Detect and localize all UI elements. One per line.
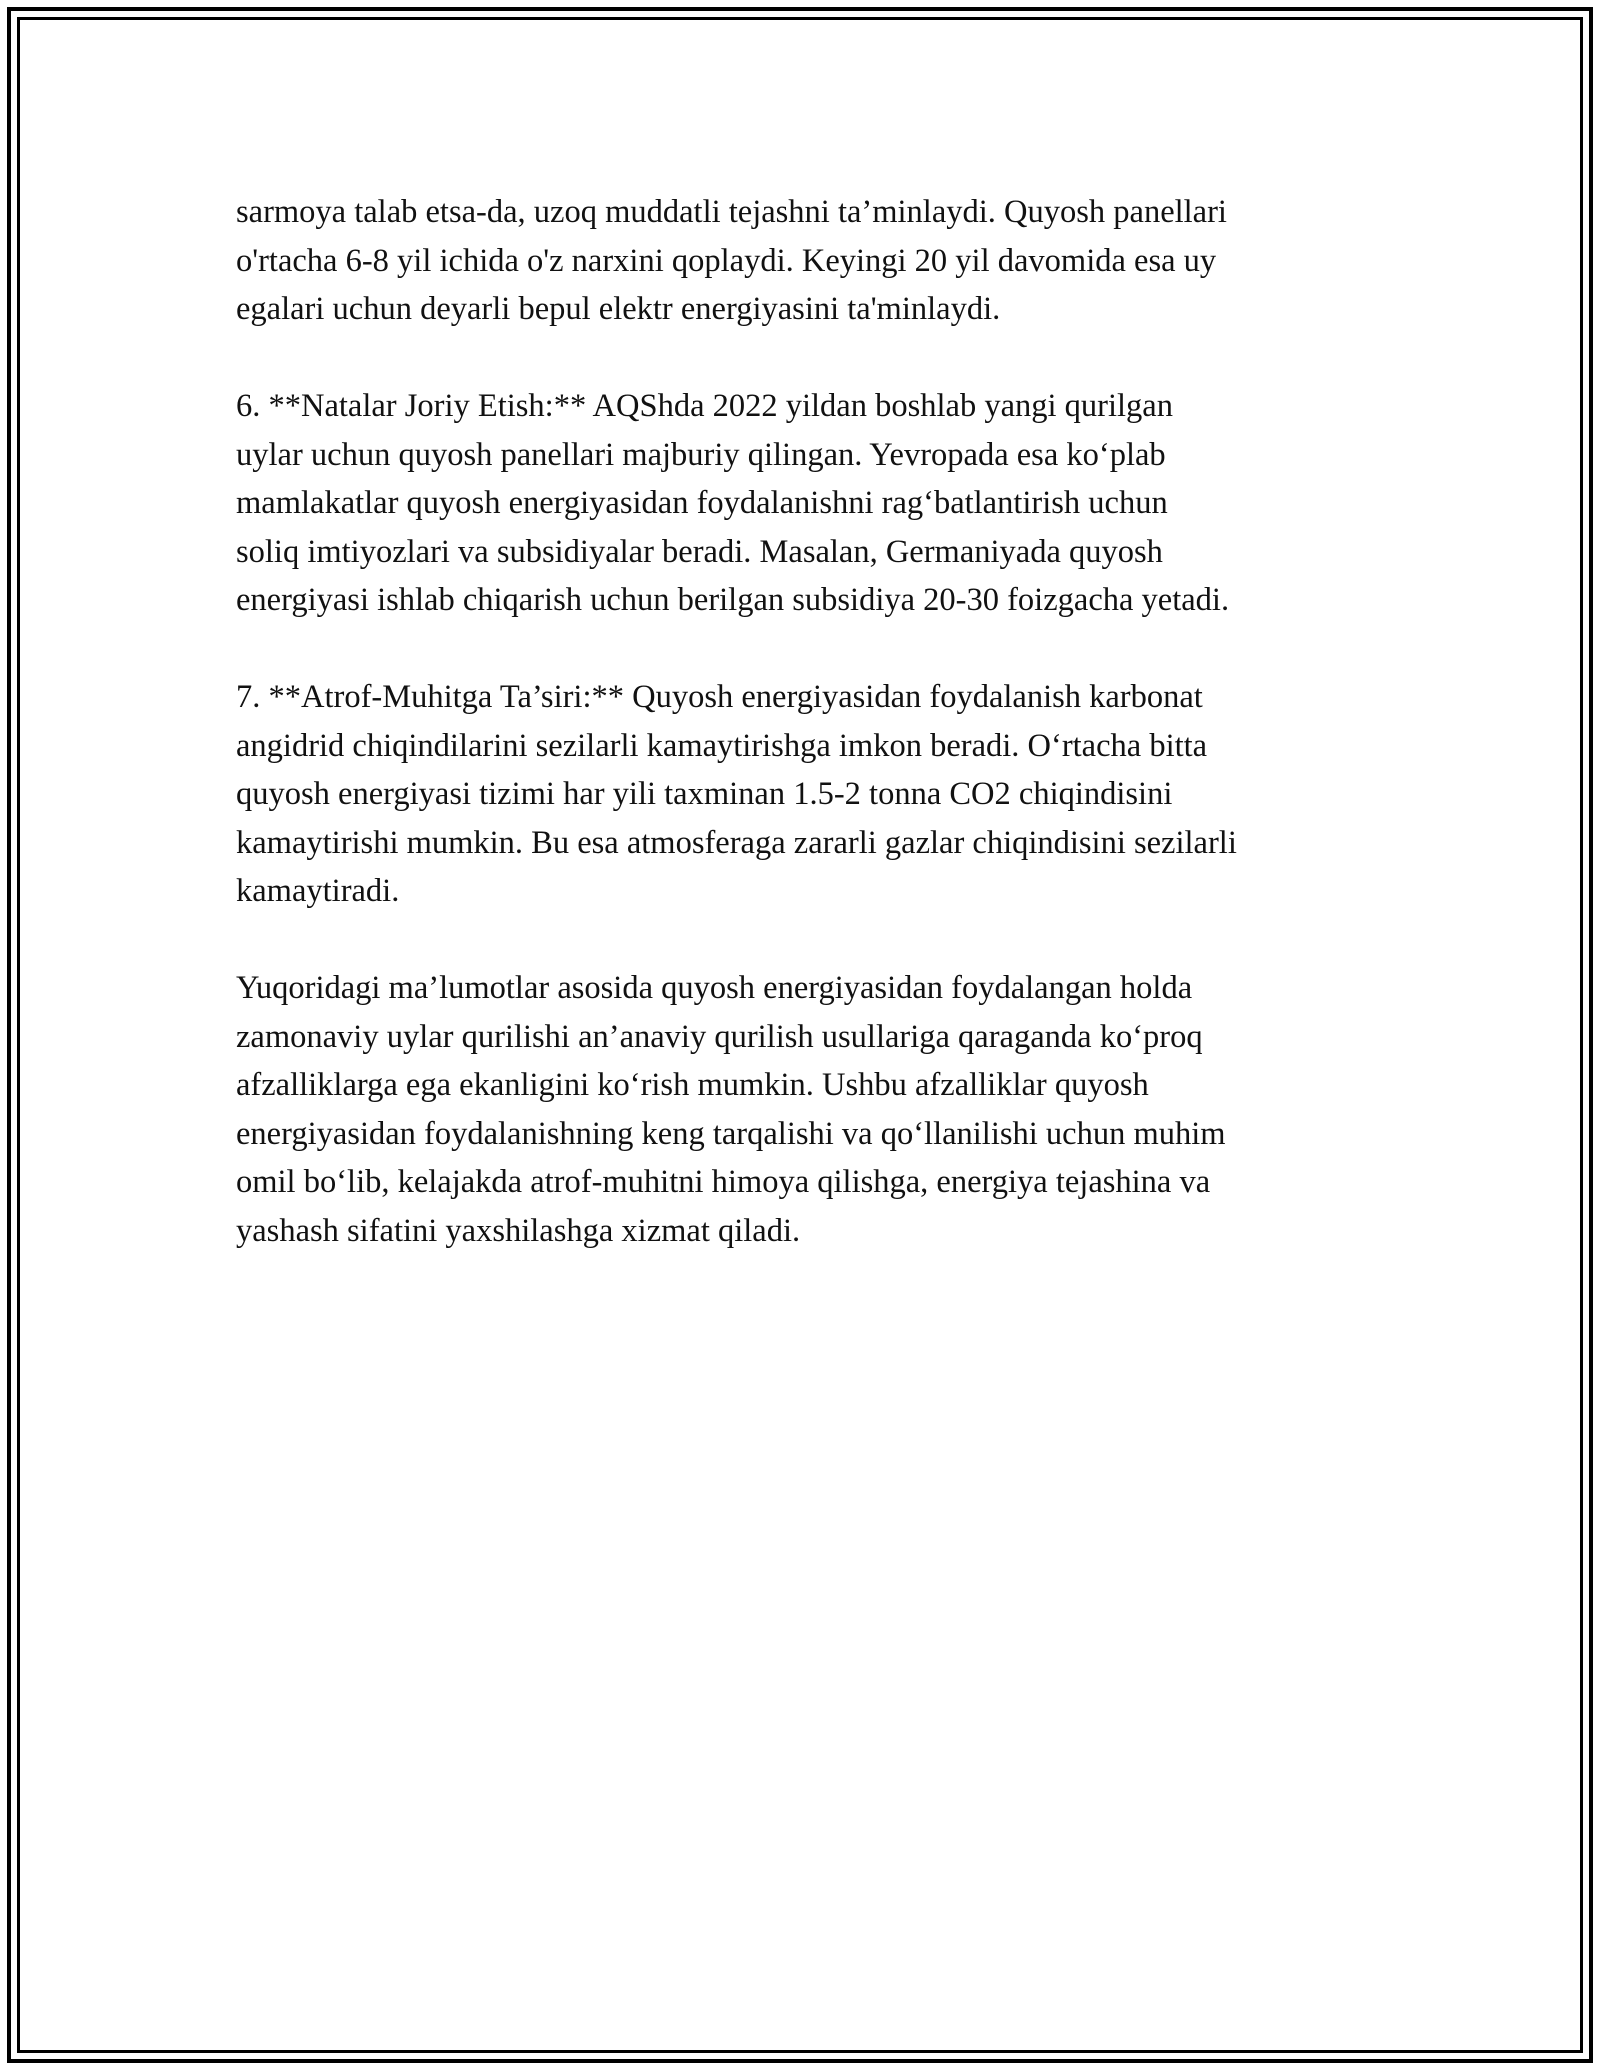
text-line: sarmoya talab etsa-da, uzoq muddatli tejashni ta’minlaydi. Quyosh panellari <box>236 194 1227 230</box>
text-line: Yuqoridagi ma’lumotlar asosida quyosh energiyasidan foydalangan holda <box>236 970 1193 1006</box>
paragraph-savings <box>236 188 1376 334</box>
text-line: mamlakatlar quyosh energiyasidan foydalanishni rag‘batlantirish uchun <box>236 485 1168 521</box>
paragraph-environment <box>236 673 1376 916</box>
text-line: afzalliklarga ega ekanligini ko‘rish mumkin. Ushbu afzalliklar quyosh <box>236 1067 1149 1103</box>
text-line: energiyasi ishlab chiqarish uchun berilgan subsidiya 20-30 foizgacha yetadi. <box>236 582 1230 618</box>
paragraph-conclusion <box>236 964 1376 1255</box>
text-line: omil bo‘lib, kelajakda atrof-muhitni himoya qilishga, energiya tejashina va <box>236 1164 1211 1200</box>
text-line: quyosh energiyasi tizimi har yili taxminan 1.5-2 tonna CO2 chiqindisini <box>236 776 1173 812</box>
text-line: egalari uchun deyarli bepul elektr energiyasini ta'minlaydi. <box>236 291 1001 327</box>
text-line: angidrid chiqindilarini sezilarli kamaytirishga imkon beradi. O‘rtacha bitta <box>236 727 1208 764</box>
text-line: yashash sifatini yaxshilashga xizmat qiladi. <box>236 1212 801 1249</box>
text-line: uylar uchun quyosh panellari majburiy qilingan. Yevropada esa ko‘plab <box>236 436 1166 473</box>
text-line: soliq imtiyozlari va subsidiyalar beradi. Masalan, Germaniyada quyosh <box>236 533 1163 570</box>
text-line: kamaytirishi mumkin. Bu esa atmosferaga zararli gazlar chiqindisini sezilarli <box>236 824 1237 861</box>
document-body <box>236 188 1376 1304</box>
text-line: kamaytiradi. <box>236 873 400 909</box>
text-line: 7. **Atrof-Muhitga Ta’siri:** Quyosh energiyasidan foydalanish karbonat <box>236 679 1203 715</box>
text-line: zamonaviy uylar qurilishi an’anaviy qurilish usullariga qaraganda ko‘proq <box>236 1018 1203 1055</box>
text-line: energiyasidan foydalanishning keng tarqalishi va qo‘llanilishi uchun muhim <box>236 1115 1226 1152</box>
paragraph-policy <box>236 382 1376 625</box>
text-line: 6. **Natalar Joriy Etish:** AQShda 2022 yildan boshlab yangi qurilgan <box>236 388 1173 424</box>
text-line: o'rtacha 6-8 yil ichida o'z narxini qoplaydi. Keyingi 20 yil davomida esa uy <box>236 242 1217 279</box>
